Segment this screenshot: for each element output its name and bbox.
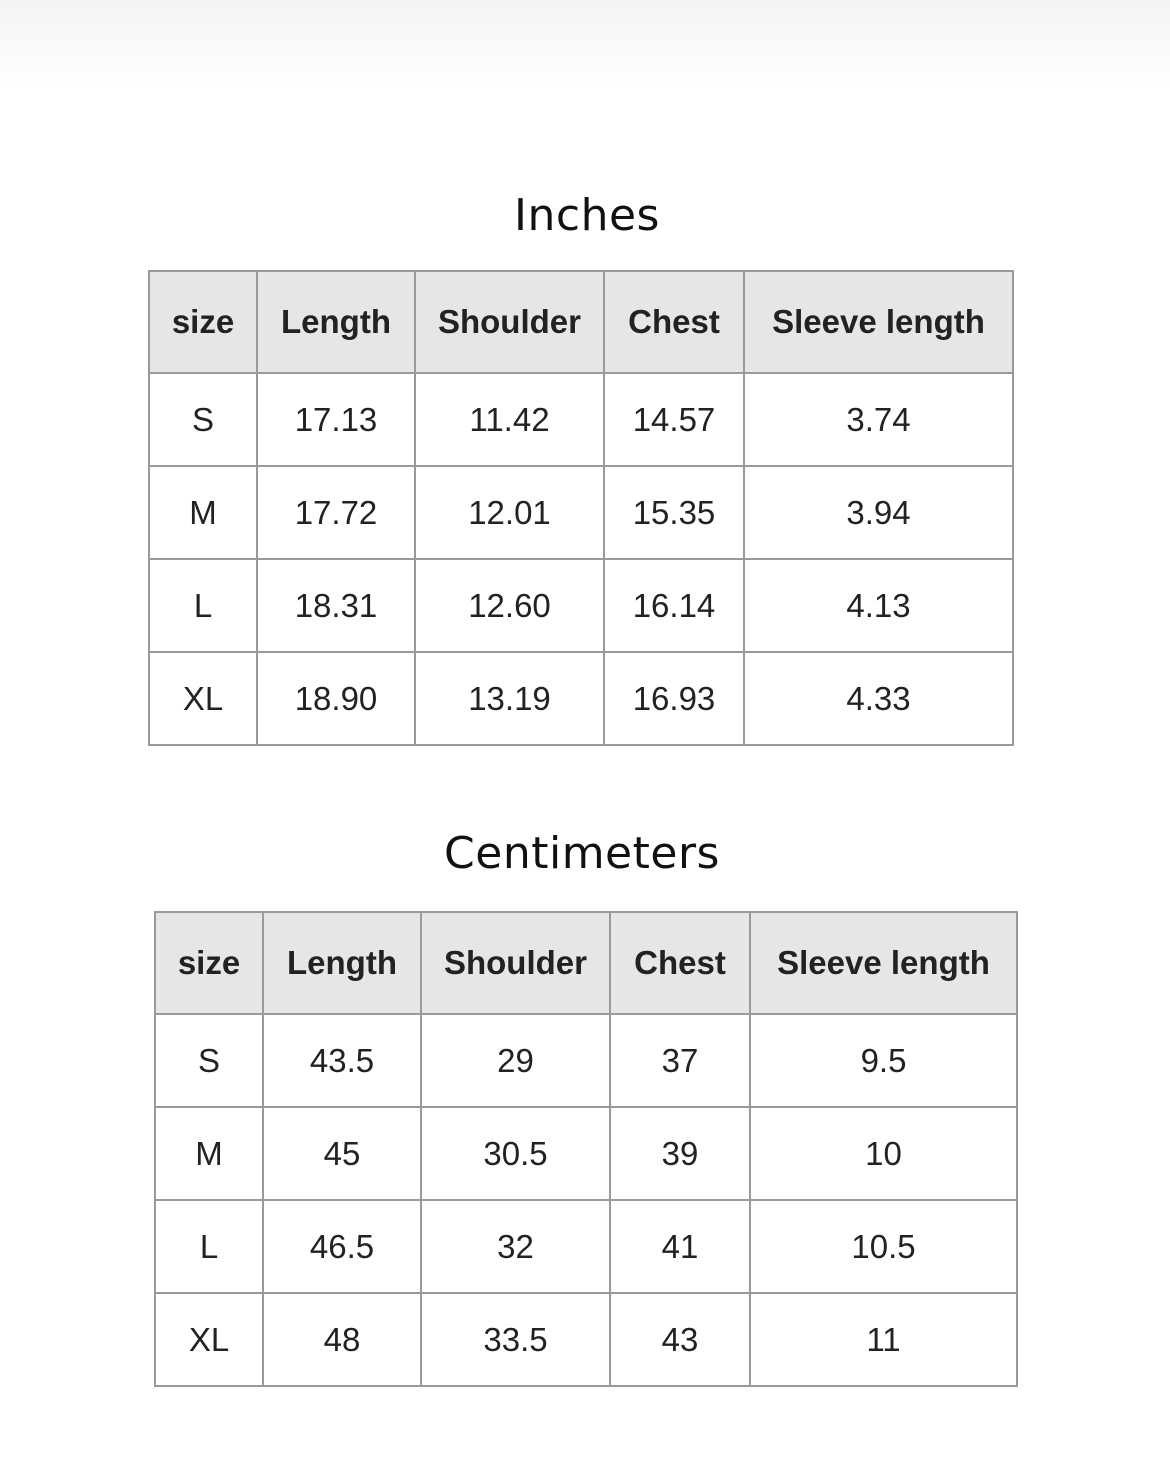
cell-chest: 41 xyxy=(610,1200,750,1293)
table-row xyxy=(155,1293,1017,1386)
inches-size-table xyxy=(148,270,1014,746)
table-row xyxy=(149,466,1013,559)
table-row xyxy=(155,1107,1017,1200)
header-row xyxy=(149,271,1013,373)
cell-size: S xyxy=(155,1014,263,1107)
cell-size: M xyxy=(149,466,257,559)
table-row xyxy=(149,652,1013,745)
cell-chest: 16.93 xyxy=(604,652,744,745)
cell-sleeve-length: 3.74 xyxy=(744,373,1013,466)
cell-sleeve-length: 4.33 xyxy=(744,652,1013,745)
cell-length: 18.90 xyxy=(257,652,415,745)
header-shoulder: Shoulder xyxy=(421,912,610,1014)
cell-sleeve-length: 11 xyxy=(750,1293,1017,1386)
cell-chest: 37 xyxy=(610,1014,750,1107)
header-length: Length xyxy=(257,271,415,373)
cell-chest: 43 xyxy=(610,1293,750,1386)
cell-shoulder: 30.5 xyxy=(421,1107,610,1200)
header-sleeve-length: Sleeve length xyxy=(750,912,1017,1014)
cell-size: L xyxy=(149,559,257,652)
cell-shoulder: 12.01 xyxy=(415,466,604,559)
cell-shoulder: 32 xyxy=(421,1200,610,1293)
cell-size: XL xyxy=(149,652,257,745)
cell-chest: 16.14 xyxy=(604,559,744,652)
header-chest: Chest xyxy=(610,912,750,1014)
cell-length: 45 xyxy=(263,1107,421,1200)
cell-size: L xyxy=(155,1200,263,1293)
cell-length: 48 xyxy=(263,1293,421,1386)
cell-length: 17.72 xyxy=(257,466,415,559)
header-size: size xyxy=(149,271,257,373)
header-size: size xyxy=(155,912,263,1014)
header-shoulder: Shoulder xyxy=(415,271,604,373)
header-chest: Chest xyxy=(604,271,744,373)
cell-length: 46.5 xyxy=(263,1200,421,1293)
cell-sleeve-length: 4.13 xyxy=(744,559,1013,652)
cell-shoulder: 11.42 xyxy=(415,373,604,466)
cell-length: 17.13 xyxy=(257,373,415,466)
cell-shoulder: 29 xyxy=(421,1014,610,1107)
cell-length: 18.31 xyxy=(257,559,415,652)
cell-shoulder: 33.5 xyxy=(421,1293,610,1386)
cell-sleeve-length: 10 xyxy=(750,1107,1017,1200)
header-length: Length xyxy=(263,912,421,1014)
header-row xyxy=(155,912,1017,1014)
table-row xyxy=(149,559,1013,652)
cell-sleeve-length: 9.5 xyxy=(750,1014,1017,1107)
cell-sleeve-length: 10.5 xyxy=(750,1200,1017,1293)
centimeters-title: Centimeters xyxy=(444,828,720,879)
cell-chest: 39 xyxy=(610,1107,750,1200)
cell-size: M xyxy=(155,1107,263,1200)
cell-shoulder: 13.19 xyxy=(415,652,604,745)
centimeters-size-table xyxy=(154,911,1018,1387)
table-row xyxy=(155,1200,1017,1293)
background-strip xyxy=(0,0,1170,90)
cell-chest: 15.35 xyxy=(604,466,744,559)
cell-chest: 14.57 xyxy=(604,373,744,466)
table-row xyxy=(155,1014,1017,1107)
inches-title: Inches xyxy=(514,190,660,241)
header-sleeve-length: Sleeve length xyxy=(744,271,1013,373)
cell-length: 43.5 xyxy=(263,1014,421,1107)
cell-size: XL xyxy=(155,1293,263,1386)
cell-size: S xyxy=(149,373,257,466)
table-row xyxy=(149,373,1013,466)
cell-shoulder: 12.60 xyxy=(415,559,604,652)
cell-sleeve-length: 3.94 xyxy=(744,466,1013,559)
